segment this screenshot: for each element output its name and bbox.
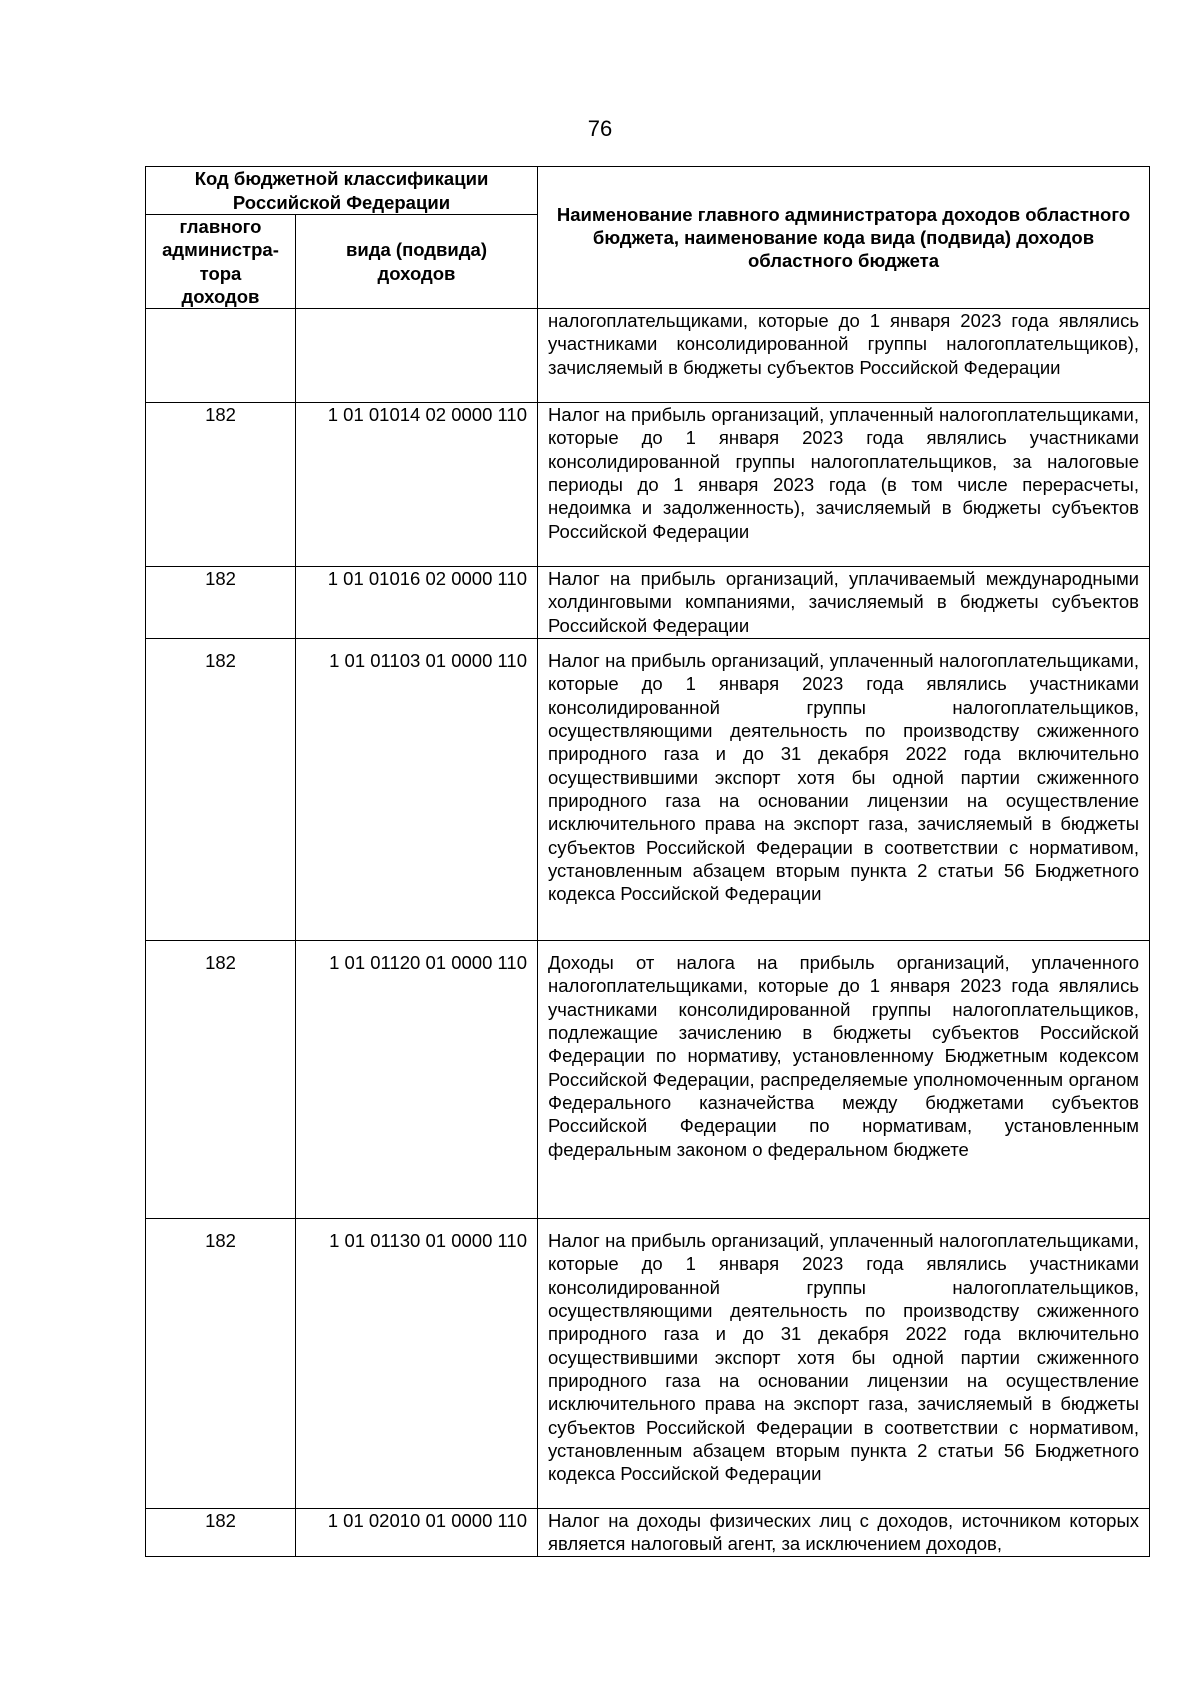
admin-code-cell: 182 [146, 1509, 296, 1557]
revenue-name-cell: Налог на прибыль организаций, уплачиваемый международными холдинговыми компаниями, зачисляемый в бюджеты субъектов Российской Федерации [538, 567, 1150, 639]
page-number: 76 [587, 116, 613, 141]
admin-code-cell: 182 [146, 639, 296, 941]
admin-code-cell: 182 [146, 941, 296, 1219]
revenue-name-cell: Доходы от налога на прибыль организаций, уплаченного налогоплательщиками, которые до 1 января 2023 года являлись участниками консолидированной группы налогоплательщиков, подлежащие зачислению в бюджеты субъектов Российской Федерации по нормативу, установленному Бюджетным кодексом Российской Федерации, распределяемые уполномоченным органом Федерального казначейства между бюджетами субъектов Российской Федерации по нормативам, установленным федеральным законом о федеральном бюджете [538, 941, 1150, 1219]
admin-code-cell: 182 [146, 403, 296, 567]
header-admin-line: администра- [162, 239, 279, 261]
table-row [146, 567, 1150, 639]
header-kind-column [296, 215, 538, 309]
revenue-name-cell: Налог на прибыль организаций, уплаченный налогоплательщиками, которые до 1 января 2023 года являлись участниками консолидированной группы налогоплательщиков, за налоговые периоды до 1 января 2023 года (в том числе перерасчеты, недоимка и задолженность), зачисляемый в бюджеты субъектов Российской Федерации [538, 403, 1150, 567]
table-row [146, 639, 1150, 941]
revenue-code-cell: 1 01 02010 01 0000 110 [296, 1509, 538, 1557]
table-header [146, 167, 1150, 309]
header-admin-line: доходов [181, 285, 260, 307]
table-row [146, 403, 1150, 567]
header-admin-line: главного [179, 216, 262, 237]
header-name-column: Наименование главного администратора доходов областного бюджета, наименование кода вида (подвида) доходов областного бюджета [538, 167, 1150, 309]
header-admin-line: тора [199, 262, 242, 284]
revenue-code-cell: 1 01 01130 01 0000 110 [296, 1219, 538, 1509]
table-row [146, 1509, 1150, 1557]
revenue-classification-table [145, 166, 1150, 1557]
table-row [146, 309, 1150, 403]
revenue-name-cell: Налог на доходы физических лиц с доходов, источником которых является налоговый агент, за исключением доходов, [538, 1509, 1150, 1557]
admin-code-cell [146, 309, 296, 403]
admin-code-cell: 182 [146, 1219, 296, 1509]
admin-code-cell: 182 [146, 567, 296, 639]
header-admin-column [146, 215, 296, 309]
revenue-code-cell: 1 01 01016 02 0000 110 [296, 567, 538, 639]
revenue-name-cell: Налог на прибыль организаций, уплаченный налогоплательщиками, которые до 1 января 2023 года являлись участниками консолидированной группы налогоплательщиков, осуществляющими деятельность по производству сжиженного природного газа и до 31 декабря 2022 года включительно осуществившими экспорт хотя бы одной партии сжиженного природного газа на основании лицензии на осуществление исключительного права на экспорт газа, зачисляемый в бюджеты субъектов Российской Федерации в соответствии с нормативом, установленным абзацем вторым пункта 2 статьи 56 Бюджетного кодекса Российской Федерации [538, 639, 1150, 941]
table-row [146, 941, 1150, 1219]
revenue-code-cell: 1 01 01120 01 0000 110 [296, 941, 538, 1219]
revenue-code-cell: 1 01 01103 01 0000 110 [296, 639, 538, 941]
header-kind-line: доходов [377, 262, 456, 284]
revenue-name-cell: Налог на прибыль организаций, уплаченный налогоплательщиками, которые до 1 января 2023 года являлись участниками консолидированной группы налогоплательщиков, осуществляющими деятельность по производству сжиженного природного газа и до 31 декабря 2022 года включительно осуществившими экспорт хотя бы одной партии сжиженного природного газа на основании лицензии на осуществление исключительного права на экспорт газа, зачисляемый в бюджеты субъектов Российской Федерации в соответствии с нормативом, установленным абзацем вторым пункта 2 статьи 56 Бюджетного кодекса Российской Федерации [538, 1219, 1150, 1509]
revenue-code-cell [296, 309, 538, 403]
header-budget-code-group: Код бюджетной классификации Российской Федерации [146, 167, 538, 215]
revenue-code-cell: 1 01 01014 02 0000 110 [296, 403, 538, 567]
revenue-name-cell: налогоплательщиками, которые до 1 января 2023 года являлись участниками консолидированной группы налогоплательщиков), зачисляемый в бюджеты субъектов Российской Федерации [538, 309, 1150, 403]
header-kind-line: вида (подвида) [346, 239, 487, 261]
table-row [146, 1219, 1150, 1509]
